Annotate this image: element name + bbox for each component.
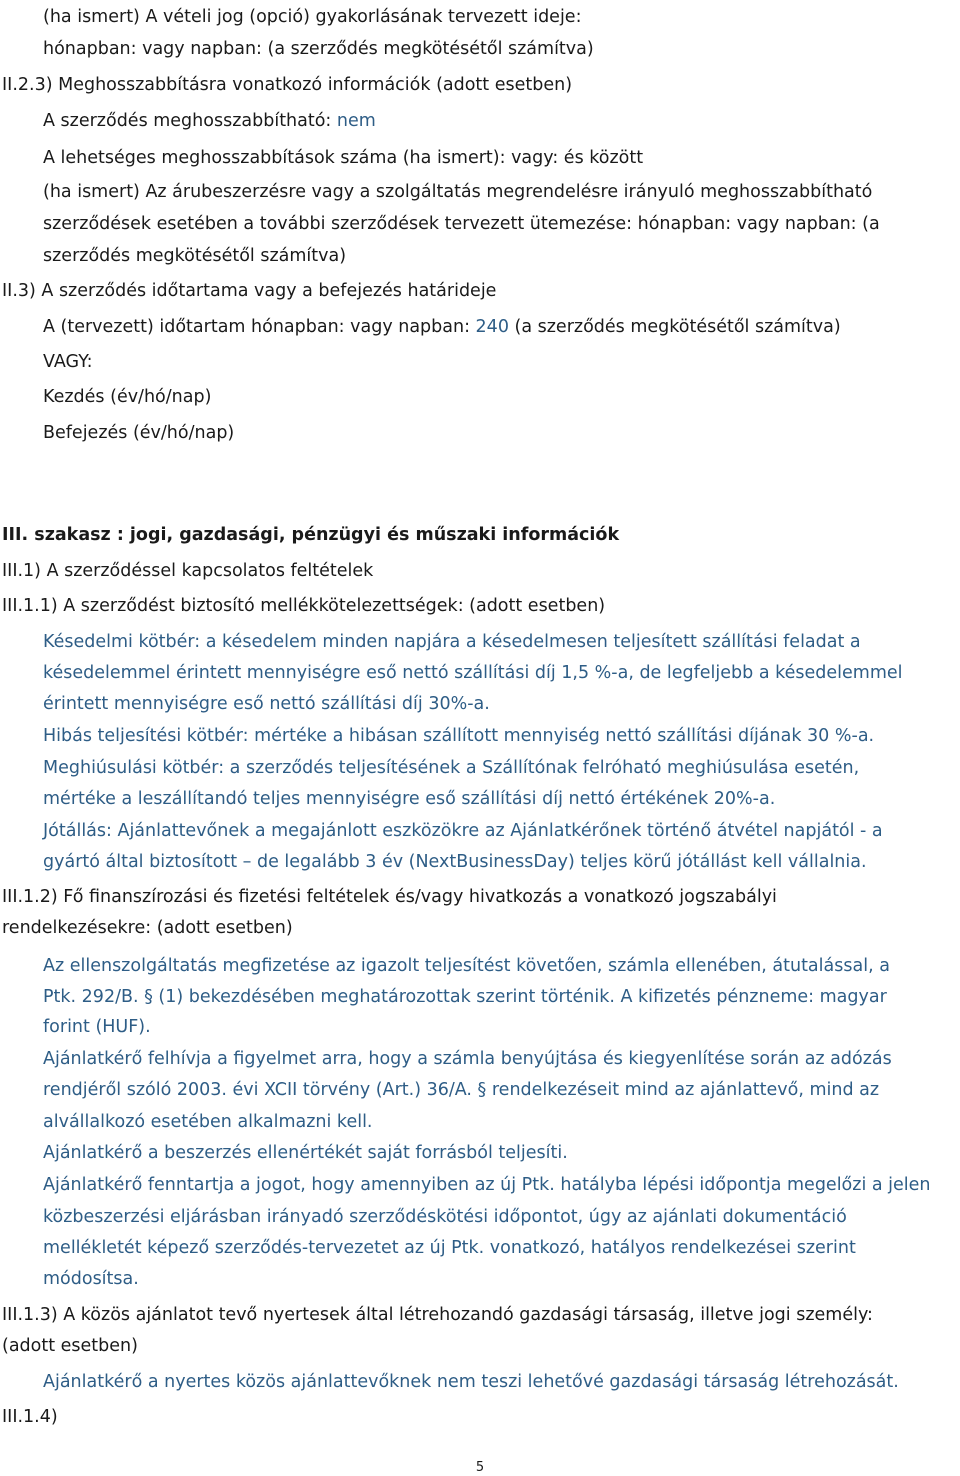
section-heading: II.3) A szerződés időtartama vagy a befejezés határideje: [2, 281, 497, 301]
text-line: [43, 316, 841, 338]
field-label: A szerződés meghosszabbítható:: [43, 111, 337, 131]
field-label: A (tervezett) időtartam hónapban: vagy napban:: [43, 317, 476, 337]
section-heading: III.1) A szerződéssel kapcsolatos feltételek: [2, 561, 374, 581]
field-value: rendjéről szóló 2003. évi XCII törvény (Art.) 36/A. § rendelkezéseit mind az ajánlattevő, mind az: [43, 1080, 880, 1100]
field-value: Meghiúsulási kötbér: a szerződés teljesítésének a Szállítónak felróható meghiúsulása esetén,: [43, 758, 860, 778]
field-value: alvállalkozó esetében alkalmazni kell.: [43, 1112, 373, 1132]
section-heading: II.2.3) Meghosszabbításra vonatkozó információk (adott esetben): [2, 75, 573, 95]
section-heading: III.1.2) Fő finanszírozási és fizetési feltételek és/vagy hivatkozás a vonatkozó jogszabályi: [2, 887, 777, 907]
field-value: Az ellenszolgáltatás megfizetése az igazolt teljesítést követően, számla ellenében, átutalással, a: [43, 956, 890, 976]
field-value: nem: [336, 111, 376, 131]
text-line: szerződés megkötésétől számítva): [43, 246, 347, 266]
field-suffix: (a szerződés megkötésétől számítva): [508, 317, 841, 337]
text-line: (ha ismert) A vételi jog (opció) gyakorlásának tervezett ideje:: [43, 7, 582, 27]
text-line: VAGY:: [43, 352, 93, 372]
page-number: 5: [475, 1460, 485, 1475]
field-value: 240: [475, 317, 509, 337]
field-value: Hibás teljesítési kötbér: mértéke a hibásan szállított mennyiség nettó szállítási díjának 30 %-a.: [43, 726, 875, 746]
field-value: Ajánlatkérő a nyertes közös ajánlattevőknek nem teszi lehetővé gazdasági társaság létrehozását.: [43, 1372, 899, 1392]
field-value: Ajánlatkérő felhívja a figyelmet arra, hogy a számla benyújtása és kiegyenlítése során az adózás: [43, 1049, 892, 1069]
field-value: Késedelmi kötbér: a késedelem minden napjára a késedelmesen teljesített szállítási feladat a: [43, 632, 861, 652]
field-value: Ajánlatkérő fenntartja a jogot, hogy amennyiben az új Ptk. hatályba lépési időpontja megelőzi a jelen: [43, 1175, 931, 1195]
section-heading: III.1.4): [2, 1407, 58, 1427]
section-heading: III.1.3) A közös ajánlatot tevő nyertesek által létrehozandó gazdasági társaság, illetve jogi személy:: [2, 1305, 873, 1325]
text-line: hónapban: vagy napban: (a szerződés megkötésétől számítva): [43, 39, 594, 59]
section-heading: (adott esetben): [2, 1336, 138, 1356]
field-value: közbeszerzési eljárásban irányadó szerződéskötési időpontot, úgy az ajánlati dokumentáció: [43, 1207, 847, 1227]
field-value: módosítsa.: [43, 1269, 139, 1289]
part-heading: III. szakasz : jogi, gazdasági, pénzügyi és műszaki információk: [2, 525, 620, 545]
text-line: Befejezés (év/hó/nap): [43, 423, 235, 443]
field-value: forint (HUF).: [43, 1017, 151, 1037]
section-heading: III.1.1) A szerződést biztosító mellékkötelezettségek: (adott esetben): [2, 596, 606, 616]
field-value: mértéke a leszállítandó teljes mennyiségre eső szállítási díj nettó értékének 20%-a.: [43, 789, 776, 809]
field-value: gyártó által biztosított – de legalább 3 év (NextBusinessDay) teljes körű jótállást kell vállalnia.: [43, 852, 867, 872]
field-value: Ptk. 292/B. § (1) bekezdésében meghatározottak szerint történik. A kifizetés pénzneme: magyar: [43, 987, 887, 1007]
field-value: mellékletét képező szerződés-tervezetet az új Ptk. vonatkozó, hatályos rendelkezései szerint: [43, 1238, 856, 1258]
text-line: [43, 110, 376, 132]
section-heading: rendelkezésekre: (adott esetben): [2, 918, 293, 938]
text-line: (ha ismert) Az árubeszerzésre vagy a szolgáltatás megrendelésre irányuló meghosszabbítható: [43, 182, 873, 202]
field-value: Ajánlatkérő a beszerzés ellenértékét saját forrásból teljesíti.: [43, 1143, 568, 1163]
text-line: Kezdés (év/hó/nap): [43, 387, 212, 407]
field-value: Jótállás: Ajánlattevőnek a megajánlott eszközökre az Ajánlatkérőnek történő átvétel napjától - a: [43, 821, 883, 841]
field-value: késedelemmel érintett mennyiségre eső nettó szállítási díj 1,5 %-a, de legfeljebb a késedelemmel: [43, 663, 903, 683]
field-value: érintett mennyiségre eső nettó szállítási díj 30%-a.: [43, 694, 490, 714]
text-line: szerződések esetében a további szerződések tervezett ütemezése: hónapban: vagy napban: (a: [43, 214, 880, 234]
text-line: A lehetséges meghosszabbítások száma (ha ismert): vagy: és között: [43, 148, 644, 168]
